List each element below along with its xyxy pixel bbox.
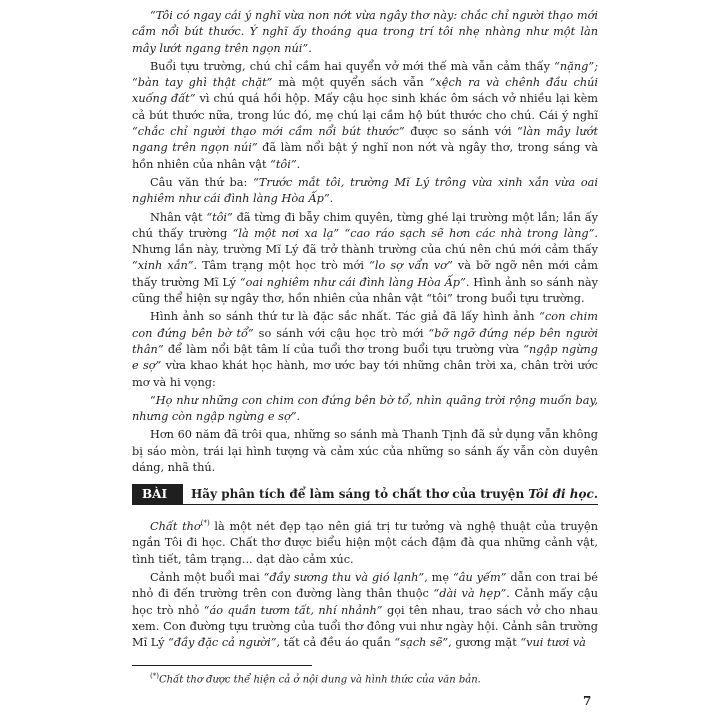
text: dẫn con trai bé nhỏ đi đến trường trên con đường làng thân thuộc <box>132 570 598 601</box>
quote: “âu yếm” <box>452 570 507 584</box>
text: vừa khao khát học hành, mơ ước bay tới những chân trời xa, chân trời ước mơ và hi vọng: <box>132 359 598 389</box>
text: . Tâm trạng một học trò mới <box>193 259 370 273</box>
text: Nhân vật <box>150 210 207 224</box>
text: được so sánh với <box>404 125 518 139</box>
text: Buổi tựu trường, chú chỉ cầm hai quyển vở mới thế mà vẫn cảm thấy <box>150 59 555 73</box>
paragraph-6 <box>132 393 598 426</box>
paragraph-7 <box>132 427 598 476</box>
quote: “Họ như những con chim con đứng bên bờ tổ, nhìn quãng trời rộng muốn bay, nhưng còn ngập ngừng e sợ”. <box>132 393 598 424</box>
text: và bỡ ngỡ nên mới cảm thấy trường Mĩ Lý <box>132 259 598 289</box>
text: , mẹ <box>424 570 453 584</box>
quote: “vui tươi và <box>520 636 586 650</box>
paragraph-8 <box>132 515 598 568</box>
quote: “dài và hẹp” <box>433 587 507 601</box>
quote: Chất thơ <box>150 520 201 534</box>
text: . Cảnh mấy cậu học trò nhỏ <box>132 587 598 617</box>
quote: “xệch ra và chênh đầu chúi xuống đất” <box>132 76 598 106</box>
text: Cảnh một buổi mai <box>150 570 264 584</box>
exercise-title <box>183 484 598 504</box>
quote: “Trước mắt tôi, trường Mĩ Lý trông vừa xinh xắn vừa oai nghiêm như cái đình làng Hòa Ấp” <box>132 175 599 206</box>
footnote <box>132 670 598 686</box>
text: mà một quyển sách vẫn <box>272 76 430 90</box>
paragraph-5 <box>132 309 598 390</box>
text: so sánh với cậu học trò mới <box>253 326 429 340</box>
text: gọi tên nhau, trao sách vở cho nhau xem. Con đường tựu trường của tuổi thơ đông vui như ngày hội. Cảnh sân trường Mĩ Lý <box>132 603 598 650</box>
exercise-badge: BÀI 3 <box>132 484 183 504</box>
quote: “tôi” <box>206 210 233 224</box>
page-number: 7 <box>583 694 592 708</box>
text: để làm nổi bật tâm lí của tuổi thơ trong buổi tựu trường vừa <box>163 342 524 356</box>
text: Hình ảnh so sánh thứ tư là đặc sắc nhất. Tác giả đã lấy hình ảnh <box>150 310 540 324</box>
quote: “con chim con đứng bên bờ tổ” <box>132 310 598 340</box>
quote: “nặng”; “bàn tay ghì thật chặt” <box>132 59 598 90</box>
paragraph-3 <box>132 175 598 208</box>
text: . Hình ảnh so sánh này cũng thể hiện sự ngây thơ, hồn nhiên của nhân vật “tôi” trong buổi tựu trường. <box>132 275 598 306</box>
quote: “chắc chỉ người thạo mới cầm nổi bút thước” <box>132 125 405 139</box>
text: , gương mặt <box>448 636 521 650</box>
text: Câu văn thứ ba: <box>150 175 254 189</box>
footnote-text: Chất thơ được thể hiện cả ở nội dung và hình thức của văn bản. <box>158 674 481 686</box>
story-title: Tôi đi học <box>528 487 594 502</box>
footnote-marker: (*) <box>150 672 159 681</box>
text: . <box>296 157 301 171</box>
exercise-title-text: Hãy phân tích để làm sáng tỏ chất thơ của truyện <box>190 487 529 502</box>
exercise-heading <box>132 484 598 522</box>
body-text <box>132 8 598 689</box>
quote: “tôi” <box>270 157 297 171</box>
quote: “oai nghiêm như cái đình làng Hòa Ấp” <box>239 275 466 289</box>
quote: “lo sợ vẩn vơ” <box>369 259 453 273</box>
text: đã từng đi bẫy chim quyên, từng ghé lại trường một lần; lần ấy chú thấy trường <box>132 210 598 240</box>
quote: “xinh xắn” <box>132 259 194 273</box>
quote: “là một nơi xa lạ” “cao ráo sạch sẽ hơn các nhà trong làng” <box>232 226 595 240</box>
paragraph-9 <box>132 570 598 651</box>
quote: “bỡ ngỡ đứng nép bên người thân” <box>132 326 598 356</box>
paragraph-2 <box>132 59 598 173</box>
exercise-title-end: . <box>593 487 598 502</box>
paragraph-1 <box>132 8 598 57</box>
quote: “đầy sương thu và gió lạnh” <box>263 570 425 584</box>
quote: “Tôi có ngay cái ý nghĩ vừa non nớt vừa ngây thơ này: chắc chỉ người thạo mới cầm nổi bút thước. Ý nghĩ ấy thoáng qua trong trí tôi nhẹ nhàng như một làn mây lướt ngang trên ngọn núi”. <box>132 9 598 55</box>
text: vì chú quá hồi hộp. Mấy cậu học sinh khác ôm sách vở nhiều lại kèm cả bút thước nữa, trong lúc đó, mẹ chú lại cầm hộ bút thước cho chú. Cái ý nghĩ <box>132 92 598 122</box>
quote: “đầy đặc cả người” <box>168 636 277 650</box>
quote: “áo quần tươm tất, nhí nhảnh” <box>203 603 383 617</box>
text: đã làm nổi bật ý nghĩ non nớt và ngây thơ, trong sáng và hồn nhiên của nhân vật <box>132 141 598 171</box>
quote: “ngập ngừng e sợ” <box>132 342 598 373</box>
text: . Nhưng lần này, trường Mĩ Lý đã trở thành trường của chú nên chú mới cảm thấy <box>132 226 598 257</box>
text: . <box>329 192 334 206</box>
text: Hơn 60 năm đã trôi qua, những so sánh mà Thanh Tịnh đã sử dụng vẫn không bị sáo mòn, trái lại hình tượng và cảm xúc của những so sánh ấy vẫn còn duyên dáng, nhã thú. <box>132 428 598 475</box>
footnote-divider <box>132 665 312 666</box>
text: , tất cả đều áo quần <box>276 636 395 650</box>
quote: “làn mây lướt ngang trên ngọn núi” <box>132 125 598 155</box>
quote: “sạch sẽ” <box>394 636 449 650</box>
footnote-marker: (*) <box>200 519 210 528</box>
paragraph-4 <box>132 210 598 308</box>
text: là một nét đẹp tạo nên giá trị tư tưởng và nghệ thuật của truyện ngắn Tôi đi học. Chất thơ được biểu hiện một cách đậm đà qua những cảnh vật, tình tiết, tâm trạng... dạt dào cảm xúc. <box>132 520 598 566</box>
